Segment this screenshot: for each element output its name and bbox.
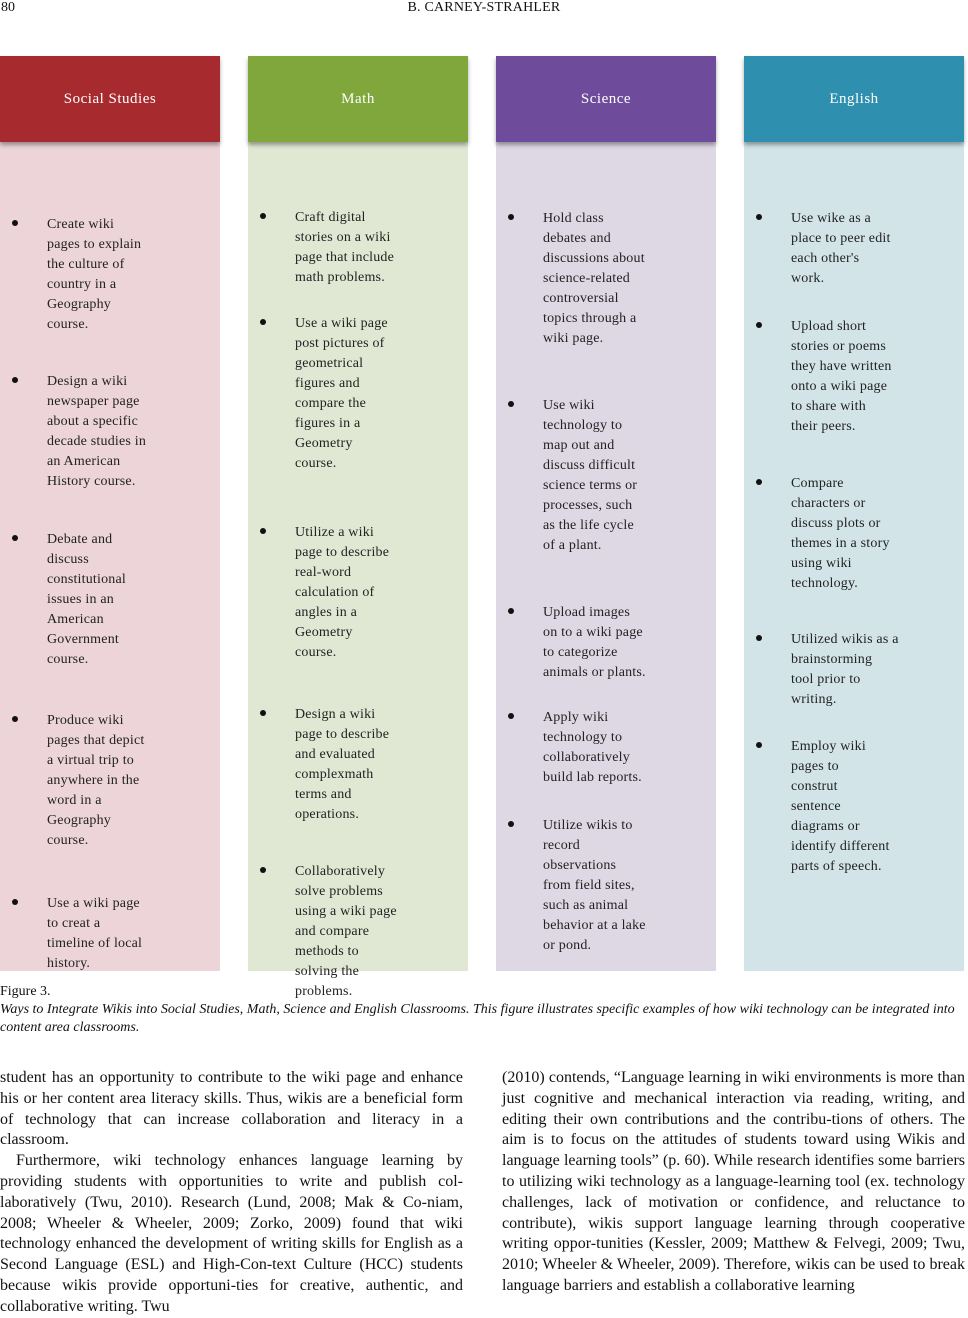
bullet-text: Use wiki technology to map out and discuss difficult science terms or processes, such as the life cycle of a plant. xyxy=(543,398,638,553)
bullet-dot xyxy=(260,213,266,219)
bullet-dot xyxy=(12,899,18,905)
bullet-dot xyxy=(260,867,266,873)
bullet-text: Collaboratively solve problems using a wiki page and compare methods to solving the problems. xyxy=(295,864,397,999)
column-social-studies xyxy=(0,56,220,971)
column-science xyxy=(496,56,716,971)
bullet-dot xyxy=(756,635,762,641)
bullet-dot xyxy=(508,214,514,220)
caption-sep-1: , xyxy=(239,1002,247,1017)
body-column-right xyxy=(502,1068,965,1297)
bullet-text: Use wike as a place to peer edit each other's work. xyxy=(791,211,891,286)
bullet-dot xyxy=(260,528,266,534)
column-header xyxy=(496,56,716,142)
bullet-text: Use a wiki page to creat a timeline of local history. xyxy=(47,896,143,971)
bullet-dot xyxy=(508,608,514,614)
body-column-left xyxy=(0,1068,463,1318)
paragraph: (2010) contends, “Language learning in wiki environments is more than just cognitive and mechanical interaction via reading, writing, and editing their own contributions and the contribu-tions of others. The aim is to focus on the attitudes of students toward using Wikis and language learning tools” (p. 60). While research identifies some barriers to utilizing wiki technology as a language-learning tool (ex. technology challenges, lack of motivation or confidence, and reluctance to contribute), wikis support language learning through cooperative writing oppor-tunities (Kessler, 2009; Matthew & Felvegi, 2009; Twu, 2010; Wheeler & Wheeler, 2009). Therefore, wikis can be used to break language barriers and establish a collaborative learning xyxy=(502,1069,965,1294)
bullet-text: Produce wiki pages that depict a virtual trip to anywhere in the word in a Geography course. xyxy=(47,713,145,848)
column-header xyxy=(0,56,220,142)
caption-title-1: Ways to Integrate Wikis into Social Studies xyxy=(0,1002,240,1017)
bullet-text: Debate and discuss constitutional issues in an American Government course. xyxy=(47,532,127,667)
column-title: Social Studies xyxy=(63,90,157,107)
caption-title-2: Math xyxy=(246,1002,277,1017)
bullet-text: Hold class debates and discussions about science-related controversial topics through a wiki page. xyxy=(543,211,645,346)
bullet-dot xyxy=(508,401,514,407)
paragraph: student has an opportunity to contribute to the wiki page and enhance his or her content area literacy skills. Thus, wikis are a beneficial form of technology that can increase collaboration and literacy in a classroom. xyxy=(0,1069,463,1149)
bullet-dot xyxy=(12,220,18,226)
column-title: English xyxy=(829,90,879,107)
bullet-dot xyxy=(260,319,266,325)
caption-title-3: Science and English Classrooms. This figure illustrates specific examples of how wiki technology can be integrated into content area classrooms. xyxy=(0,1002,955,1035)
bullet-text: Employ wiki pages to construt sentence diagrams or identify different parts of speech. xyxy=(791,739,890,874)
bullet-dot xyxy=(508,713,514,719)
bullet-text: Design a wiki newspaper page about a specific decade studies in an American History course. xyxy=(47,374,147,489)
bullet-text: Craft digital stories on a wiki page that include math problems. xyxy=(295,210,395,285)
bullet-dot xyxy=(12,377,18,383)
column-body xyxy=(248,142,468,999)
bullet-text: Utilize wikis to record observations from field sites, such as animal behavior at a lake or pond. xyxy=(543,818,646,953)
bullet-text: Utilize a wiki page to describe real-word calculation of angles in a Geometry course. xyxy=(295,525,390,660)
bullet-dot xyxy=(756,214,762,220)
bullet-text: Upload images on to a wiki page to categorize animals or plants. xyxy=(543,605,646,680)
bullet-dot xyxy=(508,821,514,827)
figure-label: Figure 3. xyxy=(0,984,51,999)
figure-caption-text xyxy=(0,1001,968,1037)
column-body xyxy=(0,142,220,971)
caption-sep-2: , xyxy=(276,1002,284,1017)
column-english xyxy=(744,56,964,971)
bullet-dot xyxy=(12,716,18,722)
bullet-text: Utilized wikis as a brainstorming tool prior to writing. xyxy=(791,632,899,707)
column-header xyxy=(248,56,468,142)
bullet-text: Upload short stories or poems they have written onto a wiki page to share with their peers. xyxy=(791,319,892,434)
bullet-text: Apply wiki technology to collaboratively build lab reports. xyxy=(543,710,642,785)
column-title: Science xyxy=(580,90,632,107)
column-body xyxy=(496,142,716,971)
column-title: Math xyxy=(341,90,375,107)
bullet-dot xyxy=(12,535,18,541)
figure-caption xyxy=(0,983,968,1037)
bullet-text: Use a wiki page post pictures of geometrical figures and compare the figures in a Geometry course. xyxy=(295,316,388,471)
bullet-dot xyxy=(260,710,266,716)
bullet-text: Create wiki pages to explain the culture of country in a Geography course. xyxy=(47,217,142,332)
paragraph: Furthermore, wiki technology enhances language learning by providing students with opportunities to write and publish col-laboratively (Twu, 2010). Research (Lund, 2008; Mak & Co-niam, 2008; Wheeler & Wheeler, 2009; Zorko, 2009) found that wiki technology enhanced the development of writing skills for English as a Second Language (ESL) and High-Con-text Culture (HCC) students because wikis provide opportuni-ties for creative, authentic, and collaborative writing. Twu xyxy=(0,1152,463,1315)
running-head-author: B. CARNEY-STRAHLER xyxy=(407,0,561,15)
column-header xyxy=(744,56,964,142)
running-head xyxy=(0,0,968,16)
bullet-dot xyxy=(756,479,762,485)
bullet-text: Design a wiki page to describe and evaluated complexmath terms and operations. xyxy=(295,707,390,822)
column-math xyxy=(248,56,468,999)
bullet-dot xyxy=(756,322,762,328)
bullet-text: Compare characters or discuss plots or themes in a story using wiki technology. xyxy=(791,476,890,591)
column-body xyxy=(744,142,964,971)
bullet-dot xyxy=(756,742,762,748)
page-number: 80 xyxy=(1,0,15,15)
